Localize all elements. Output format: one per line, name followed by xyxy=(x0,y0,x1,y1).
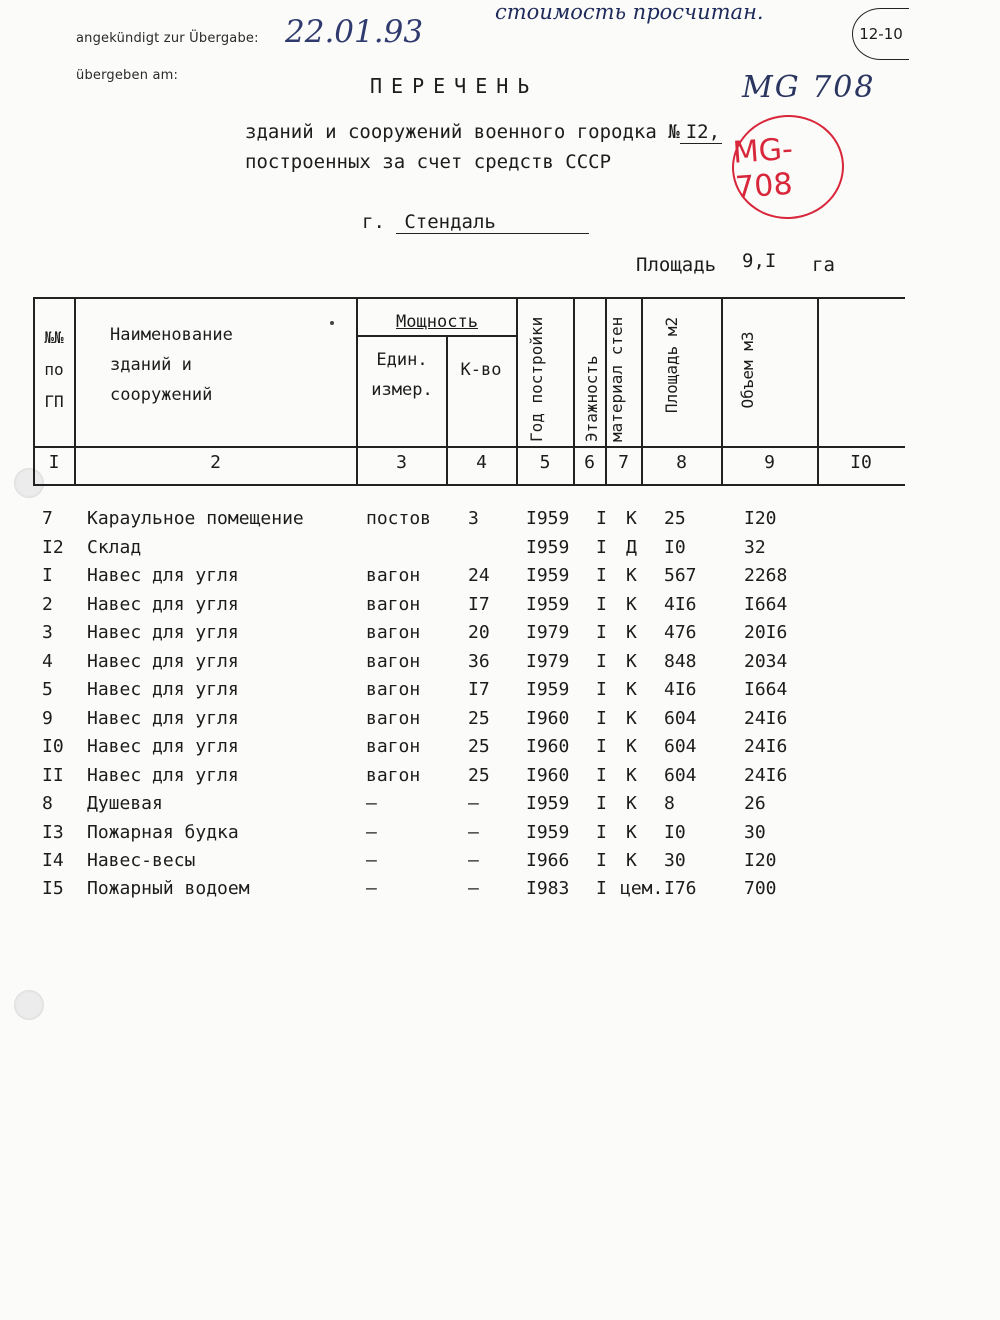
city-name: Стендаль xyxy=(396,211,589,234)
cell-gp: 5 xyxy=(42,679,53,700)
cell-material: К xyxy=(626,651,637,672)
table-row xyxy=(0,537,1000,565)
cell-qty: – xyxy=(468,822,479,843)
cell-gp: I4 xyxy=(42,850,64,871)
cell-material: К xyxy=(626,565,637,586)
cell-year: I959 xyxy=(526,537,570,558)
column-number: 6 xyxy=(584,452,595,473)
column-number: I xyxy=(48,452,60,473)
cell-name: Душевая xyxy=(87,793,163,814)
cell-name: Навес для угля xyxy=(87,765,239,786)
cell-material: К xyxy=(626,708,637,729)
cell-floors: I xyxy=(596,878,607,899)
cell-year: I960 xyxy=(526,765,570,786)
cell-year: I959 xyxy=(526,822,570,843)
cell-unit: вагон xyxy=(366,708,421,729)
cell-qty: I7 xyxy=(468,679,490,700)
cell-unit: – xyxy=(366,850,377,871)
table-row xyxy=(0,622,1000,650)
cell-volume: I664 xyxy=(744,679,788,700)
table-row xyxy=(0,736,1000,764)
column-number: I0 xyxy=(850,452,872,473)
stray-mark xyxy=(330,321,334,325)
cell-material: К xyxy=(626,822,637,843)
area-label: Площадь xyxy=(636,254,717,276)
cell-floors: I xyxy=(596,765,607,786)
page-mark: 12-10 xyxy=(852,8,909,60)
cell-gp: 2 xyxy=(42,594,53,615)
cell-gp: 4 xyxy=(42,651,53,672)
table-top-rule xyxy=(33,297,905,299)
header-year: Год постройки xyxy=(527,316,546,442)
column-number: 9 xyxy=(764,452,775,473)
cell-material: К xyxy=(626,850,637,871)
cell-name: Навес для угля xyxy=(87,679,239,700)
cell-floors: I xyxy=(596,537,607,558)
cell-unit: вагон xyxy=(366,565,421,586)
cell-gp: 8 xyxy=(42,793,53,814)
area-unit: га xyxy=(812,254,835,276)
cell-material: Д xyxy=(626,537,637,558)
cell-name: Навес-весы xyxy=(87,850,196,871)
cell-unit: вагон xyxy=(366,651,421,672)
header-floors: Этажность xyxy=(582,355,601,442)
header-volume: Объем м3 xyxy=(738,331,757,409)
cell-area: 8 xyxy=(664,793,675,814)
cell-area: 848 xyxy=(664,651,697,672)
cell-unit: вагон xyxy=(366,736,421,757)
cell-material: К xyxy=(626,793,637,814)
announced-label: angekündigt zur Übergabe: xyxy=(76,31,259,46)
cell-area: I0 xyxy=(664,822,686,843)
cell-volume: 30 xyxy=(744,822,766,843)
table-row xyxy=(0,878,1000,906)
cell-floors: I xyxy=(596,850,607,871)
cell-year: I966 xyxy=(526,850,570,871)
cell-name: Навес для угля xyxy=(87,708,239,729)
cell-material: К xyxy=(626,622,637,643)
cell-area: 567 xyxy=(664,565,697,586)
cell-qty: 3 xyxy=(468,508,479,529)
cell-volume: 700 xyxy=(744,878,777,899)
cell-area: 604 xyxy=(664,708,697,729)
subtitle-prefix: зданий и сооружений военного городка № xyxy=(245,121,680,143)
table-row xyxy=(0,508,1000,536)
table-row xyxy=(0,765,1000,793)
table-row xyxy=(0,708,1000,736)
column-number: 5 xyxy=(539,452,551,473)
cell-name: Навес для угля xyxy=(87,594,239,615)
cell-volume: 2268 xyxy=(744,565,788,586)
cell-unit: постов xyxy=(366,508,432,529)
cell-year: I960 xyxy=(526,708,570,729)
cell-name: Навес для угля xyxy=(87,565,239,586)
cell-area: I76 xyxy=(664,878,697,899)
cell-area: 476 xyxy=(664,622,697,643)
table-row xyxy=(0,850,1000,878)
handwritten-note: стоимость просчитан. xyxy=(495,0,764,24)
cell-volume: I664 xyxy=(744,594,788,615)
cell-qty: 24 xyxy=(468,565,490,586)
cell-floors: I xyxy=(596,508,607,529)
header-bottom-rule xyxy=(33,446,905,448)
cell-floors: I xyxy=(596,708,607,729)
cell-floors: I xyxy=(596,793,607,814)
table-row xyxy=(0,793,1000,821)
cell-unit: – xyxy=(366,878,377,899)
cell-qty: – xyxy=(468,793,479,814)
cell-unit: вагон xyxy=(366,594,421,615)
table-row xyxy=(0,651,1000,679)
cell-name: Пожарная будка xyxy=(87,822,239,843)
cell-material: К xyxy=(626,508,637,529)
cell-area: I0 xyxy=(664,537,686,558)
document-title: ПЕРЕЧЕНЬ xyxy=(370,74,539,98)
cell-floors: I xyxy=(596,651,607,672)
cell-name: Навес для угля xyxy=(87,736,239,757)
numbers-bottom-rule xyxy=(33,484,905,486)
cell-unit: – xyxy=(366,793,377,814)
area-value: 9,I xyxy=(742,250,777,272)
cell-volume: I20 xyxy=(744,850,777,871)
cell-qty: – xyxy=(468,878,479,899)
cell-qty: I7 xyxy=(468,594,490,615)
cell-volume: 26 xyxy=(744,793,766,814)
cell-unit: вагон xyxy=(366,679,421,700)
header-quantity: К-во xyxy=(460,360,502,380)
cell-year: I979 xyxy=(526,622,570,643)
cell-year: I979 xyxy=(526,651,570,672)
cell-qty: 25 xyxy=(468,708,490,729)
cell-area: 4I6 xyxy=(664,679,697,700)
town-number: I2, xyxy=(680,121,722,144)
cell-gp: I3 xyxy=(42,822,64,843)
cell-qty: – xyxy=(468,850,479,871)
cell-volume: 2034 xyxy=(744,651,788,672)
city-prefix: г. xyxy=(362,211,385,233)
cell-gp: 7 xyxy=(42,508,53,529)
cell-floors: I xyxy=(596,622,607,643)
header-wall-material: материал стен xyxy=(607,316,626,442)
cell-name: Караульное помещение xyxy=(87,508,304,529)
cell-floors: I xyxy=(596,565,607,586)
cell-year: I960 xyxy=(526,736,570,757)
cell-material: цем. xyxy=(620,878,664,899)
cell-gp: 3 xyxy=(42,622,53,643)
cell-area: 25 xyxy=(664,508,686,529)
subtitle-line-1 xyxy=(245,121,722,144)
cell-qty: 25 xyxy=(468,765,490,786)
cell-name: Навес для угля xyxy=(87,622,239,643)
cell-qty: 20 xyxy=(468,622,490,643)
cell-material: К xyxy=(626,594,637,615)
column-number: 4 xyxy=(476,452,487,473)
table-row xyxy=(0,679,1000,707)
punch-hole xyxy=(14,990,44,1020)
header-area: Площадь м2 xyxy=(662,316,681,414)
column-number: 3 xyxy=(396,452,407,473)
cell-year: I983 xyxy=(526,878,570,899)
cell-qty: 25 xyxy=(468,736,490,757)
header-gp-number: №№ по ГП xyxy=(44,328,64,411)
cell-volume: I20 xyxy=(744,508,777,529)
cell-year: I959 xyxy=(526,793,570,814)
cell-year: I959 xyxy=(526,565,570,586)
cell-area: 604 xyxy=(664,736,697,757)
cell-material: К xyxy=(626,765,637,786)
table-row xyxy=(0,822,1000,850)
cell-floors: I xyxy=(596,679,607,700)
cell-area: 604 xyxy=(664,765,697,786)
cell-gp: I0 xyxy=(42,736,64,757)
cell-year: I959 xyxy=(526,508,570,529)
cell-name: Склад xyxy=(87,537,142,558)
announced-date: 22.01.93 xyxy=(285,14,424,50)
column-number: 2 xyxy=(210,452,221,473)
table-row xyxy=(0,565,1000,593)
cell-unit: – xyxy=(366,822,377,843)
cell-year: I959 xyxy=(526,679,570,700)
column-number: 7 xyxy=(618,452,629,473)
archive-code-handwritten: MG 708 xyxy=(742,70,876,105)
archive-stamp: MG-708 xyxy=(729,111,848,223)
cell-name: Навес для угля xyxy=(87,651,239,672)
cell-material: К xyxy=(626,736,637,757)
cell-volume: 20I6 xyxy=(744,622,788,643)
header-name: Наименование зданий и сооружений xyxy=(110,325,233,405)
cell-volume: 24I6 xyxy=(744,708,788,729)
cell-qty: 36 xyxy=(468,651,490,672)
cell-gp: I2 xyxy=(42,537,64,558)
cell-floors: I xyxy=(596,594,607,615)
column-number: 8 xyxy=(676,452,687,473)
cell-area: 30 xyxy=(664,850,686,871)
cell-material: К xyxy=(626,679,637,700)
cell-gp: I5 xyxy=(42,878,64,899)
cell-unit: вагон xyxy=(366,622,421,643)
cell-unit: вагон xyxy=(366,765,421,786)
handed-over-label: übergeben am: xyxy=(76,68,179,83)
header-unit: Един. измер. xyxy=(371,350,433,400)
cell-floors: I xyxy=(596,736,607,757)
cell-gp: I xyxy=(42,565,53,586)
header-capacity: Мощность xyxy=(396,312,478,332)
cell-area: 4I6 xyxy=(664,594,697,615)
subtitle-line-2: построенных за счет средств СССР xyxy=(245,151,612,173)
cell-gp: 9 xyxy=(42,708,53,729)
cell-year: I959 xyxy=(526,594,570,615)
cell-name: Пожарный водоем xyxy=(87,878,250,899)
table-row xyxy=(0,594,1000,622)
cell-floors: I xyxy=(596,822,607,843)
city-line xyxy=(362,211,589,234)
cell-gp: II xyxy=(42,765,64,786)
cell-volume: 24I6 xyxy=(744,765,788,786)
cell-volume: 24I6 xyxy=(744,736,788,757)
cell-volume: 32 xyxy=(744,537,766,558)
